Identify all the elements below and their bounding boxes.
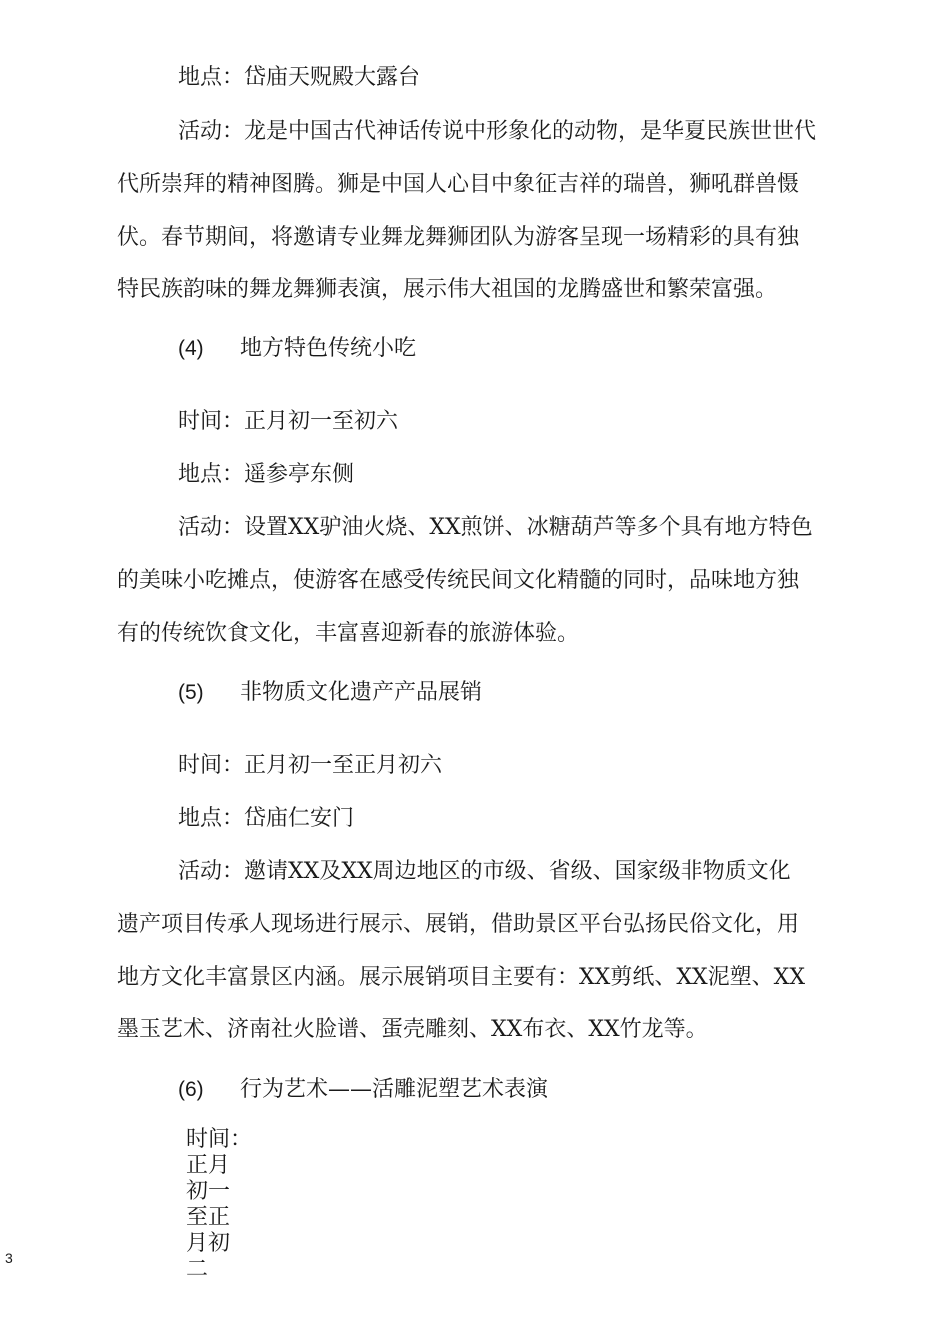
time-line: 时间：正月初一至初六 <box>178 409 399 434</box>
section-title: 行为艺术——活雕泥塑艺术表演 <box>240 1077 549 1102</box>
narrow-line: 正月 <box>186 1153 231 1178</box>
body-line: 墨玉艺术、济南社火脸谱、蛋壳雕刻、XX布衣、XX竹龙等。 <box>117 1017 708 1042</box>
body-line: 遗产项目传承人现场进行展示、展销，借助景区平台弘扬民俗文化，用 <box>117 912 800 937</box>
page-number: 3 <box>5 1250 13 1266</box>
location-line: 地点：遥参亭东侧 <box>178 462 355 487</box>
activity-line: 活动：邀请XX及XX周边地区的市级、省级、国家级非物质文化 <box>178 859 791 884</box>
narrow-line: 二 <box>186 1257 209 1282</box>
time-line: 时间：正月初一至正月初六 <box>178 753 443 778</box>
narrow-line: 时间： <box>186 1127 253 1152</box>
section-number: (6) <box>178 1078 204 1101</box>
narrow-line: 至正 <box>186 1205 231 1230</box>
body-line: 伏。春节期间，将邀请专业舞龙舞狮团队为游客呈现一场精彩的具有独 <box>117 225 800 250</box>
narrow-line: 初一 <box>186 1179 231 1204</box>
location-line-1: 地点：岱庙天贶殿大露台 <box>178 65 421 90</box>
activity-line: 活动：设置XX驴油火烧、XX煎饼、冰糖葫芦等多个具有地方特色 <box>178 515 813 540</box>
location-line: 地点：岱庙仁安门 <box>178 806 355 831</box>
section-number: (4) <box>178 337 204 360</box>
section-number: (5) <box>178 681 204 704</box>
body-line: 特民族韵味的舞龙舞狮表演，展示伟大祖国的龙腾盛世和繁荣富强。 <box>117 277 778 302</box>
body-line: 有的传统饮食文化，丰富喜迎新春的旅游体验。 <box>117 621 580 646</box>
section-title: 地方特色传统小吃 <box>240 336 417 361</box>
section-title: 非物质文化遗产产品展销 <box>240 680 483 705</box>
narrow-line: 月初 <box>186 1231 231 1256</box>
body-line: 代所崇拜的精神图腾。狮是中国人心目中象征吉祥的瑞兽，狮吼群兽慑 <box>117 172 800 197</box>
body-line: 地方文化丰富景区内涵。展示展销项目主要有：XX剪纸、XX泥塑、XX <box>117 965 805 990</box>
body-line: 的美味小吃摊点，使游客在感受传统民间文化精髓的同时，品味地方独 <box>117 568 800 593</box>
activity-line-1: 活动：龙是中国古代神话传说中形象化的动物，是华夏民族世世代 <box>178 119 817 144</box>
